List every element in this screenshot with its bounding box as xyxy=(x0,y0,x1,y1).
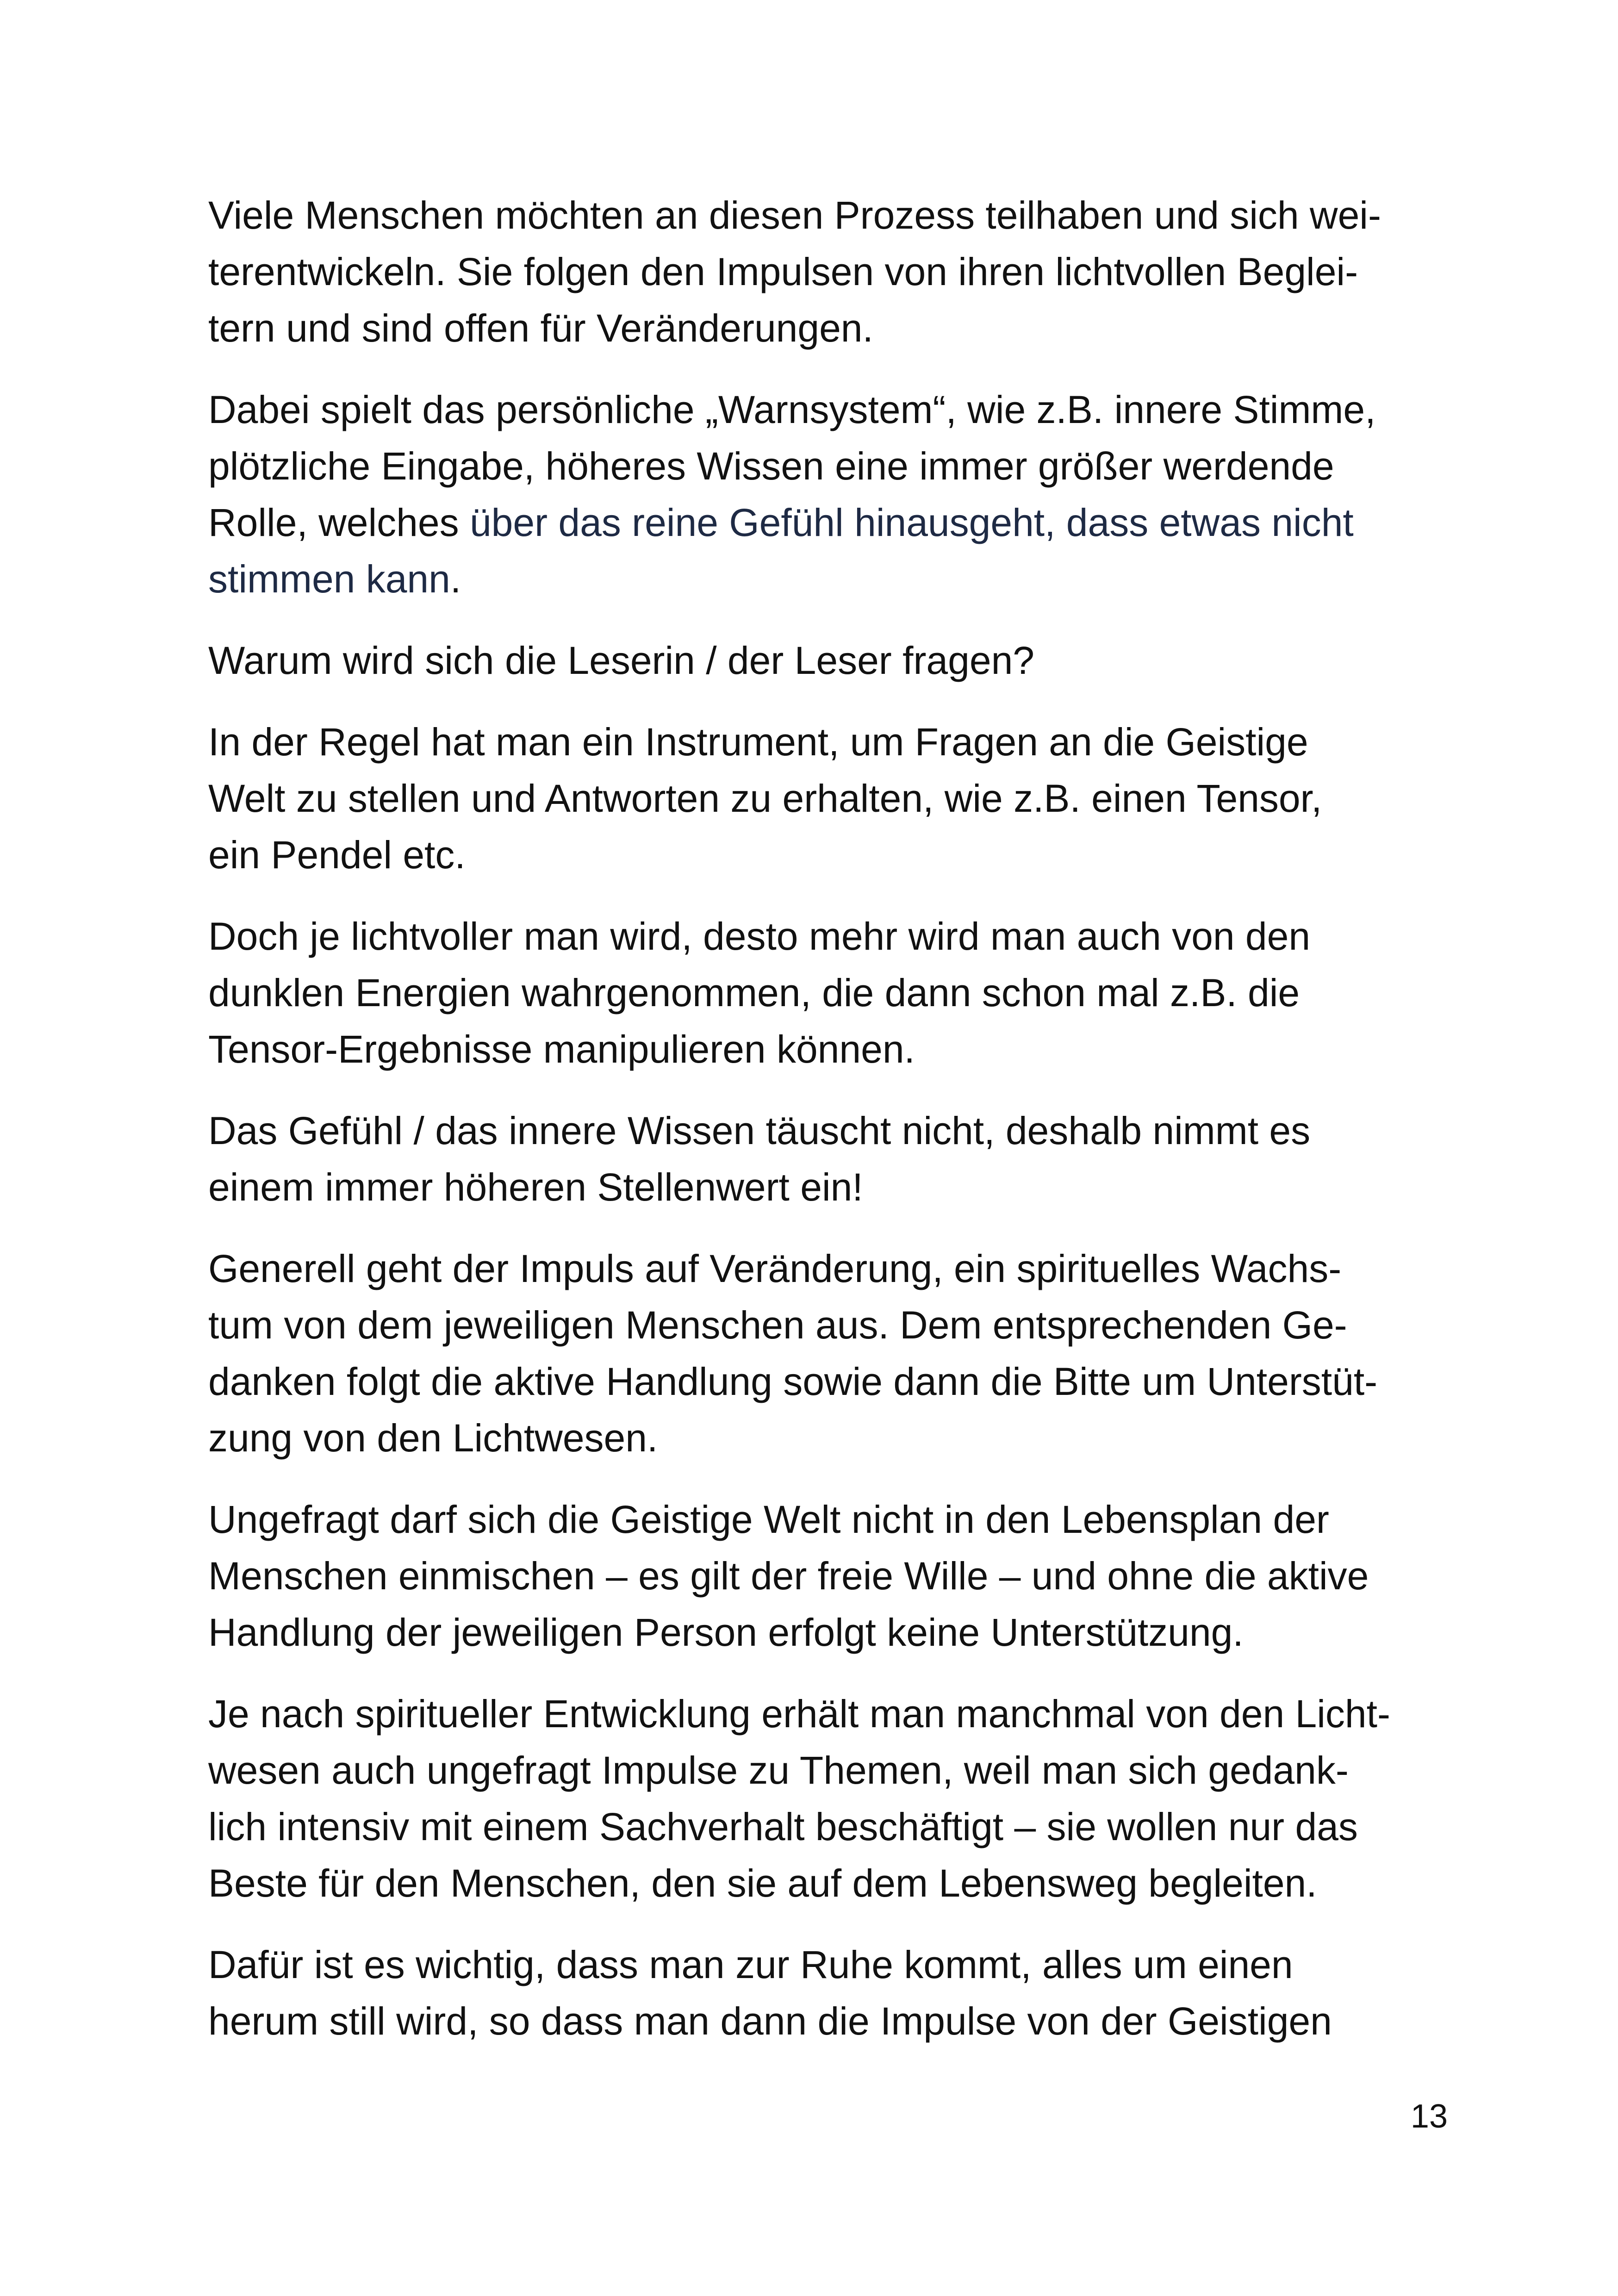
paragraph-freier-wille xyxy=(208,1491,1449,1661)
text-line: Je nach spiritueller Entwicklung erhält man manchmal von den Licht- xyxy=(208,1692,1390,1736)
text-line: terentwickeln. Sie folgen den Impulsen von ihren lichtvollen Beglei- xyxy=(208,250,1358,293)
text-segment: . xyxy=(450,557,461,601)
text-line: zung von den Lichtwesen. xyxy=(208,1416,658,1460)
text-line: Tensor-Ergebnisse manipulieren können. xyxy=(208,1027,915,1071)
text-line: Das Gefühl / das innere Wissen täuscht nicht, deshalb nimmt es xyxy=(208,1109,1311,1152)
text-line: Beste für den Menschen, den sie auf dem Lebensweg begleiten. xyxy=(208,1861,1317,1905)
text-line: Generell geht der Impuls auf Veränderung, ein spirituelles Wachs- xyxy=(208,1247,1342,1290)
text-line: Doch je lichtvoller man wird, desto mehr wird man auch von den xyxy=(208,915,1311,958)
paragraph-gefuehl xyxy=(208,1102,1449,1215)
text-line: Dafür ist es wichtig, dass man zur Ruhe kommt, alles um einen xyxy=(208,1943,1293,1986)
paragraph-instrument xyxy=(208,714,1449,883)
text-line-mixed xyxy=(208,494,1449,551)
text-line: herum still wird, so dass man dann die Impulse von der Geistigen xyxy=(208,1999,1332,2043)
text-segment: Rolle, welches xyxy=(208,501,470,544)
body-text xyxy=(208,187,1449,2074)
text-line: tern und sind offen für Veränderungen. xyxy=(208,306,873,350)
highlighted-text: über das reine Gefühl hinausgeht, dass etwas nicht xyxy=(469,501,1354,544)
text-line: Warum wird sich die Leserin / der Leser fragen? xyxy=(208,639,1034,682)
paragraph-entwicklung xyxy=(208,1686,1449,1911)
text-line: einem immer höheren Stellenwert ein! xyxy=(208,1165,863,1209)
paragraph-dunkle-energien xyxy=(208,908,1449,1077)
text-line: plötzliche Eingabe, höheres Wissen eine immer größer werdende xyxy=(208,444,1334,488)
text-line: Welt zu stellen und Antworten zu erhalten, wie z.B. einen Tensor, xyxy=(208,777,1322,820)
text-line: lich intensiv mit einem Sachverhalt beschäftigt – sie wollen nur das xyxy=(208,1805,1358,1848)
paragraph-warnsystem xyxy=(208,381,1449,607)
highlighted-text: stimmen kann xyxy=(208,557,450,601)
text-line: Ungefragt darf sich die Geistige Welt nicht in den Lebensplan der xyxy=(208,1498,1329,1541)
paragraph-impuls xyxy=(208,1240,1449,1466)
paragraph-prozess xyxy=(208,187,1449,356)
text-line: Viele Menschen möchten an diesen Prozess teilhaben und sich wei- xyxy=(208,193,1381,237)
text-line: Menschen einmischen – es gilt der freie Wille – und ohne die aktive xyxy=(208,1554,1369,1598)
text-line-mixed xyxy=(208,551,1449,607)
text-line: tum von dem jeweiligen Menschen aus. Dem entsprechenden Ge- xyxy=(208,1303,1347,1347)
paragraph-ruhe xyxy=(208,1936,1449,2049)
page-number: 13 xyxy=(1410,2098,1448,2135)
text-line: danken folgt die aktive Handlung sowie dann die Bitte um Unterstüt- xyxy=(208,1360,1378,1403)
text-line: Dabei spielt das persönliche „Warnsystem“, wie z.B. innere Stimme, xyxy=(208,388,1376,431)
text-line: dunklen Energien wahrgenommen, die dann schon mal z.B. die xyxy=(208,971,1300,1014)
text-line: wesen auch ungefragt Impulse zu Themen, weil man sich gedank- xyxy=(208,1748,1349,1792)
text-line: ein Pendel etc. xyxy=(208,833,466,877)
text-line: In der Regel hat man ein Instrument, um Fragen an die Geistige xyxy=(208,720,1308,764)
paragraph-frage xyxy=(208,632,1449,689)
text-line: Handlung der jeweiligen Person erfolgt keine Unterstützung. xyxy=(208,1611,1244,1654)
